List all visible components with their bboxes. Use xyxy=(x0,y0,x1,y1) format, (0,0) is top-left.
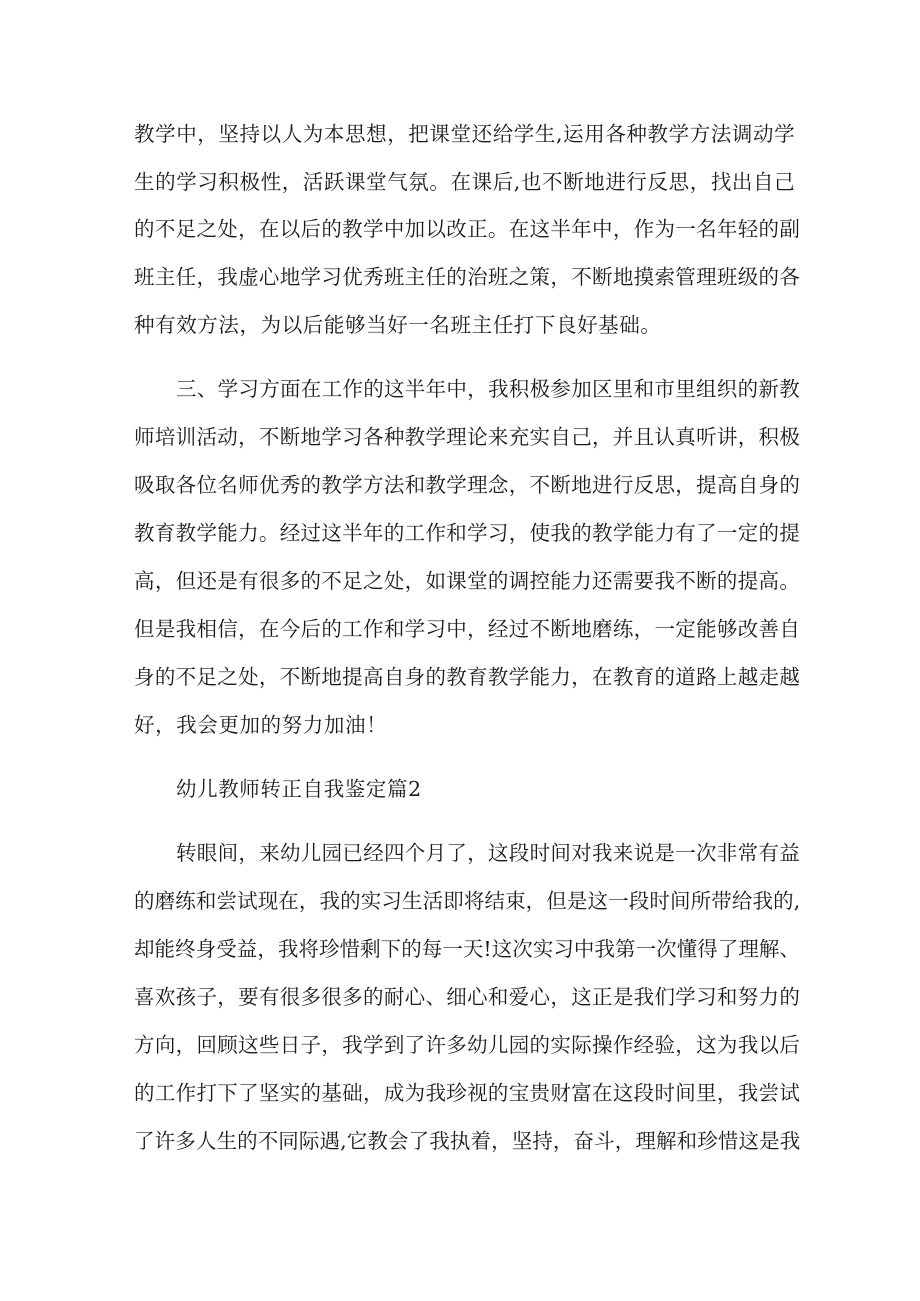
text-line: 身的不足之处，不断地提高自身的教育教学能力，在教育的道路上越走越 xyxy=(134,665,801,689)
text-line: 高，但还是有很多的不足之处，如课堂的调控能力还需要我不断的提高。 xyxy=(134,569,801,593)
text-line: 教学中，坚持以人为本思想，把课堂还给学生,运用各种教学方法调动学 xyxy=(134,122,796,146)
text-line: 转眼间，来幼儿园已经四个月了，这段时间对我来说是一次非常有益 xyxy=(176,841,800,865)
text-line: 喜欢孩子，要有很多很多的耐心、细心和爱心，这正是我们学习和努力的 xyxy=(134,985,801,1009)
text-line: 方向，回顾这些日子，我学到了许多幼儿园的实际操作经验，这为我以后 xyxy=(134,1033,801,1057)
text-line: 吸取各位名师优秀的教学方法和教学理念，不断地进行反思，提高自身的 xyxy=(134,473,801,497)
text-line: 师培训活动，不断地学习各种教学理论来充实自己，并且认真听讲，积极 xyxy=(134,425,801,449)
text-line: 三、学习方面在工作的这半年中，我积极参加区里和市里组织的新教 xyxy=(176,377,800,401)
text-line: 了许多人生的不同际遇,它教会了我执着，坚持，奋斗，理解和珍惜这是我 xyxy=(134,1129,801,1153)
text-line: 种有效方法，为以后能够当好一名班主任打下良好基础。 xyxy=(134,313,662,337)
text-line: 的磨练和尝试现在，我的实习生活即将结束，但是这一段时间所带给我的, xyxy=(134,889,801,913)
text-line: 的工作打下了坚实的基础，成为我珍视的宝贵财富在这段时间里，我尝试 xyxy=(134,1081,801,1105)
text-line: 好，我会更加的努力加油！ xyxy=(134,713,388,737)
text-line: 教育教学能力。经过这半年的工作和学习，使我的教学能力有了一定的提 xyxy=(134,521,801,545)
text-line: 却能终身受益，我将珍惜剩下的每一天!这次实习中我第一次懂得了理解、 xyxy=(134,937,801,961)
text-line: 但是我相信，在今后的工作和学习中，经过不断地磨练，一定能够改善自 xyxy=(134,617,801,641)
text-line: 班主任，我虚心地学习优秀班主任的治班之策，不断地摸索管理班级的各 xyxy=(134,265,801,289)
text-line: 的不足之处，在以后的教学中加以改正。在这半年中，作为一名年轻的副 xyxy=(134,217,801,241)
section-heading: 幼儿教师转正自我鉴定篇2 xyxy=(176,777,422,801)
text-line: 生的学习积极性，活跃课堂气氛。在课后,也不断地进行反思，找出自己 xyxy=(134,170,796,194)
